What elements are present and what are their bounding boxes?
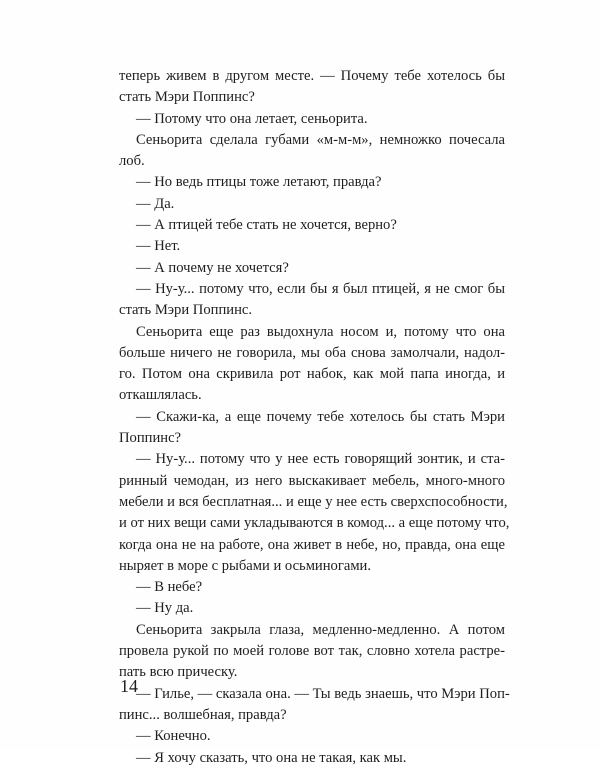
text-line: больше ничего не говорила, мы оба снова замолчали, надол- bbox=[119, 344, 505, 361]
text-line: лоб. bbox=[119, 153, 145, 170]
text-line: стать Мэри Поппинс? bbox=[119, 89, 255, 106]
text-line: теперь живем в другом месте. — Почему тебе хотелось бы bbox=[119, 68, 505, 84]
text-line: откашлялась. bbox=[119, 387, 202, 404]
text-line: стать Мэри Поппинс. bbox=[119, 302, 253, 319]
text-line: — Скажи-ка, а еще почему тебе хотелось бы стать Мэри bbox=[136, 408, 505, 425]
text-line: — Конечно. bbox=[136, 728, 211, 745]
text-line: пинс... волшебная, правда? bbox=[119, 706, 287, 723]
text-line: го. Потом она скривила рот набок, как мой папа иногда, и bbox=[119, 366, 505, 383]
text-line: — В небе? bbox=[136, 579, 203, 596]
text-line: ныряет в море с рыбами и осьминогами. bbox=[119, 557, 372, 574]
text-line: — Ну-у... потому что, если бы я был птицей, я не смог бы bbox=[136, 280, 505, 297]
page-number: 14 bbox=[120, 676, 138, 696]
text-line: мебели и вся бесплатная... и еще у нее есть сверхспособности, bbox=[119, 493, 508, 510]
body-text bbox=[119, 66, 510, 769]
text-line: пать всю прическу. bbox=[119, 664, 238, 681]
text-line: — Да. bbox=[136, 195, 175, 212]
text-line: — Ну да. bbox=[136, 600, 194, 617]
text-line: — А птицей тебе стать не хочется, верно? bbox=[136, 217, 397, 234]
text-line: и от них вещи сами укладываются в комод... а еще потому что, bbox=[119, 515, 510, 532]
text-line: Сеньорита закрыла глаза, медленно-медленно. А потом bbox=[136, 621, 505, 638]
text-line: Поппинс? bbox=[119, 430, 182, 447]
text-line: когда она не на работе, она живет в небе, но, правда, она еще bbox=[119, 536, 505, 553]
text-line: Сеньорита сделала губами «м-м-м», немножко почесала bbox=[136, 131, 505, 148]
text-line: провела рукой по моей голове вот так, словно хотела растре- bbox=[119, 643, 505, 660]
text-line: — Но ведь птицы тоже летают, правда? bbox=[136, 174, 382, 191]
text-line: Сеньорита еще раз выдохнула носом и, потому что она bbox=[136, 323, 505, 340]
text-line: — А почему не хочется? bbox=[136, 259, 289, 276]
text-line: ринный чемодан, из него выскакивает мебель, много-много bbox=[119, 472, 505, 489]
text-line: — Потому что она летает, сеньорита. bbox=[136, 110, 368, 127]
text-line: — Нет. bbox=[136, 238, 181, 255]
text-line: — Гилье, — сказала она. — Ты ведь знаешь, что Мэри Поп- bbox=[136, 685, 510, 702]
text-line: — Ну-у... потому что у нее есть говорящий зонтик, и ста- bbox=[136, 451, 505, 468]
text-line: — Я хочу сказать, что она не такая, как мы. bbox=[136, 749, 407, 766]
